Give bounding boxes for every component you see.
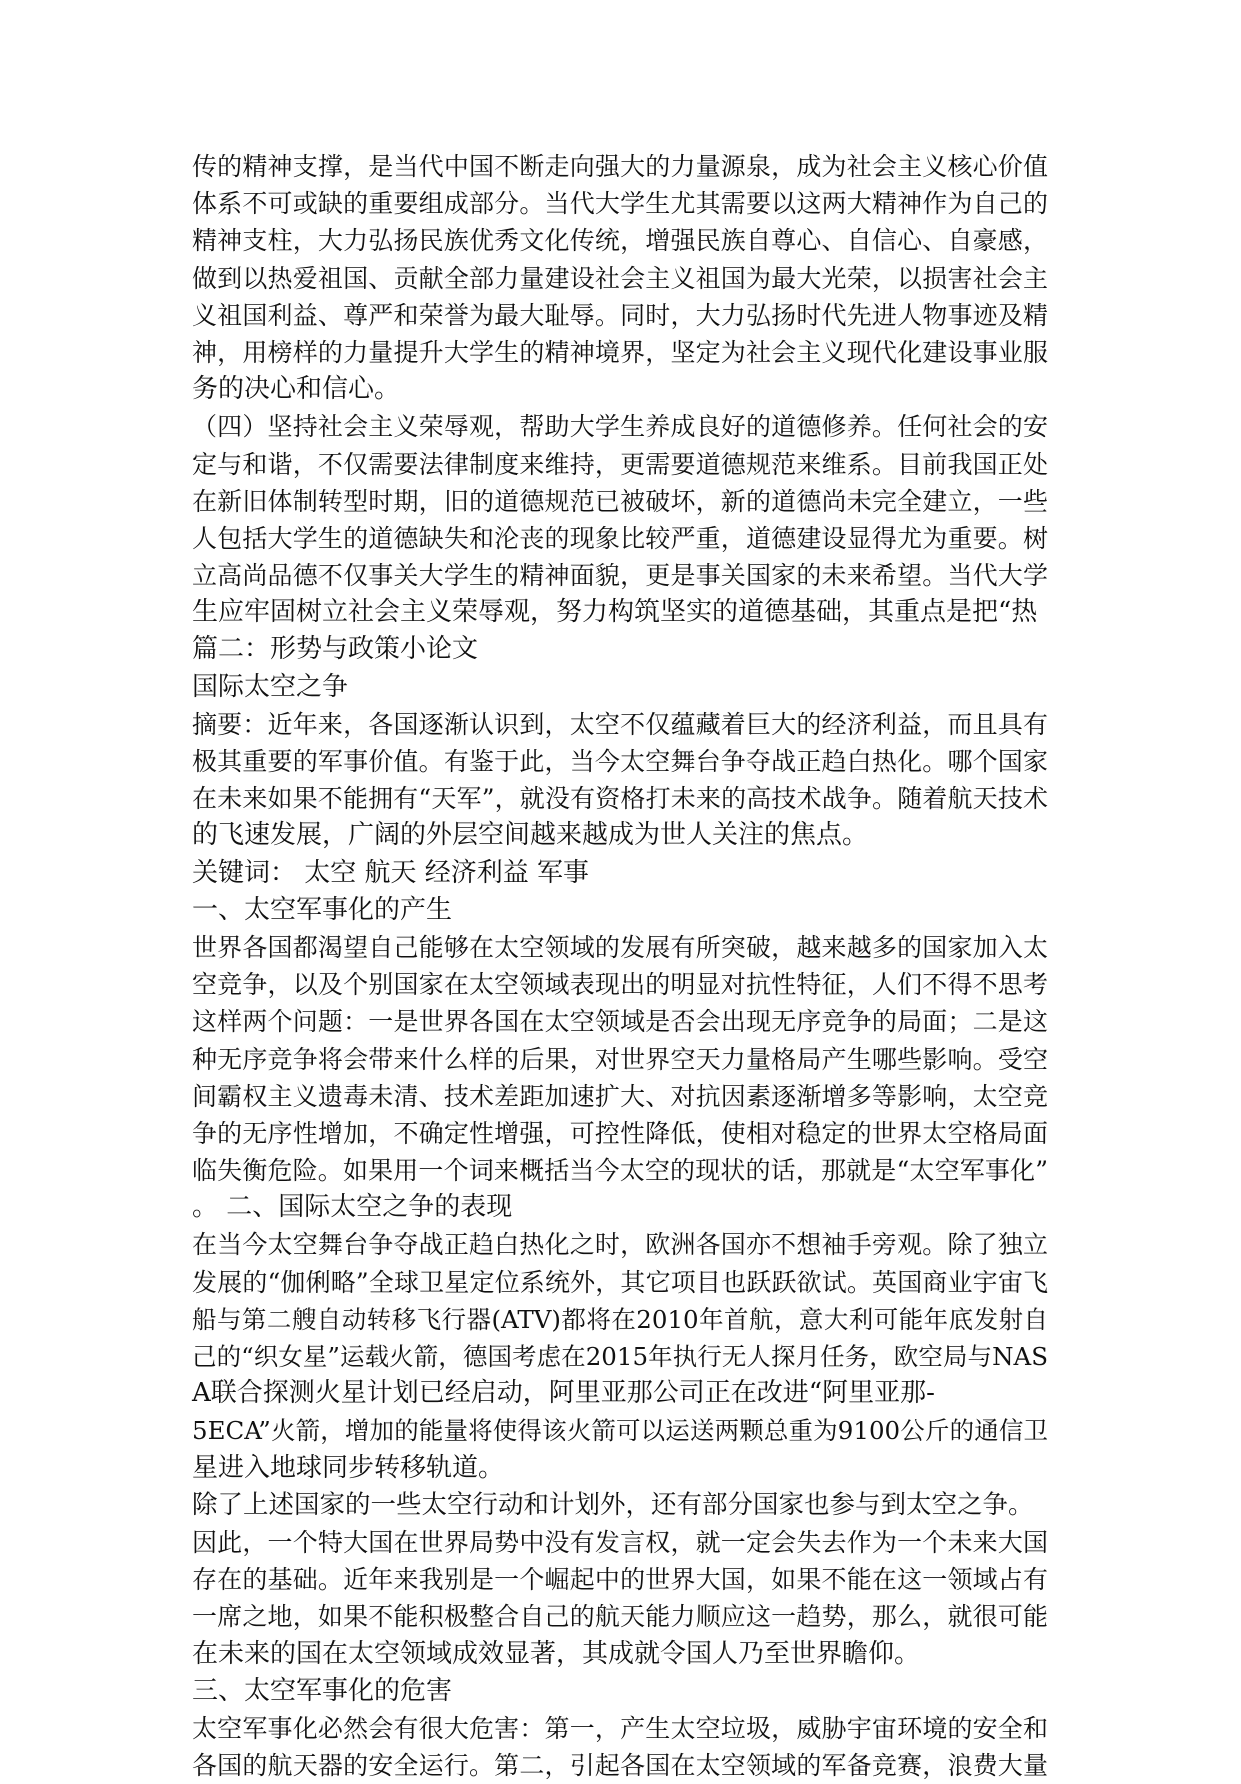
text-line: 争的无序性增加，不确定性增强，可控性降低，使相对稳定的世界太空格局面 <box>192 1118 1048 1148</box>
text-line: 国际太空之争 <box>192 671 349 702</box>
text-line: 定与和谐，不仅需要法律制度来维持，更需要道德规范来维系。目前我国正处 <box>192 449 1048 479</box>
text-line: 因此，一个特大国在世界局势中没有发言权，就一定会失去作为一个未来大国 <box>192 1527 1048 1557</box>
text-line: 在当今太空舞台争夺战正趋白热化之时，欧洲各国亦不想袖手旁观。除了独立 <box>192 1230 1048 1260</box>
text-line: （四）坚持社会主义荣辱观，帮助大学生养成良好的道德修养。任何社会的安 <box>192 412 1048 442</box>
text-line: 。 二、国际太空之争的表现 <box>192 1192 513 1223</box>
text-line: 神，用榜样的力量提升大学生的精神境界，坚定为社会主义现代化建设事业服 <box>192 337 1048 367</box>
text-line: 生应牢固树立社会主义荣辱观，努力构筑坚实的道德基础，其重点是把“热 <box>192 597 1038 628</box>
text-line: A联合探测火星计划已经启动，阿里亚那公司正在改进“阿里亚那- <box>192 1378 935 1409</box>
text-line: 己的“织女星”运载火箭，德国考虑在2015年执行无人探月任务，欧空局与NAS <box>192 1342 1048 1371</box>
text-line: 极其重要的军事价值。有鉴于此，当今太空舞台争夺战正趋白热化。哪个国家 <box>192 747 1048 776</box>
text-line: 务的决心和信心。 <box>192 374 401 405</box>
text-line: 的飞速发展，广阔的外层空间越来越成为世人关注的焦点。 <box>192 820 869 851</box>
text-line: 太空军事化必然会有很大危害：第一，产生太空垃圾，威胁宇宙环境的安全和 <box>192 1713 1048 1743</box>
text-line: 世界各国都渴望自己能够在太空领域的发展有所突破，越来越多的国家加入太 <box>192 932 1048 962</box>
text-line: 在未来的国在太空领域成效显著，其成就令国人乃至世界瞻仰。 <box>192 1638 921 1669</box>
text-line: 除了上述国家的一些太空行动和计划外，还有部分国家也参与到太空之争。 <box>192 1489 1034 1520</box>
text-line: 体系不可或缺的重要组成部分。当代大学生尤其需要以这两大精神作为自己的 <box>192 189 1048 219</box>
text-line: 各国的航天器的安全运行。第二，引起各国在太空领域的军备竞赛，浪费大量 <box>192 1751 1048 1781</box>
text-line: 做到以热爱祖国、贡献全部力量建设社会主义祖国为最大光荣，以损害社会主 <box>192 263 1048 293</box>
text-line: 星进入地球同步转移轨道。 <box>192 1452 505 1483</box>
text-line: 5ECA”火箭，增加的能量将使得该火箭可以运送两颗总重为9100公斤的通信卫 <box>192 1416 1048 1446</box>
text-line: 存在的基础。近年来我别是一个崛起中的世界大国，如果不能在这一领域占有 <box>192 1565 1048 1595</box>
text-line: 这样两个问题：一是世界各国在太空领域是否会出现无序竞争的局面；二是这 <box>192 1007 1048 1037</box>
text-line: 立高尚品德不仅事关大学生的精神面貌，更是事关国家的未来希望。当代大学 <box>192 561 1048 591</box>
text-line: 在新旧体制转型时期，旧的道德规范已被破坏，新的道德尚未完全建立，一些 <box>192 486 1048 516</box>
text-line: 精神支柱，大力弘扬民族优秀文化传统，增强民族自尊心、自信心、自豪感， <box>192 226 1048 256</box>
text-line: 关键词： 太空 航天 经济利益 军事 <box>192 857 590 888</box>
text-line: 空竞争，以及个别国家在太空领域表现出的明显对抗性特征，人们不得不思考 <box>192 970 1048 1000</box>
text-line: 发展的“伽俐略”全球卫星定位系统外，其它项目也跃跃欲试。英国商业宇宙飞 <box>192 1267 1048 1297</box>
text-line: 摘要：近年来，各国逐渐认识到，太空不仅蕴藏着巨大的经济利益，而且具有 <box>192 709 1048 739</box>
text-line: 船与第二艘自动转移飞行器(ATV)都将在2010年首航，意大利可能年底发射自 <box>192 1304 1048 1334</box>
text-line: 一席之地，如果不能积极整合自己的航天能力顺应这一趋势，那么，就很可能 <box>192 1602 1048 1632</box>
text-line: 一、太空军事化的产生 <box>192 894 453 925</box>
text-line: 人包括大学生的道德缺失和沦丧的现象比较严重，道德建设显得尤为重要。树 <box>192 523 1048 553</box>
text-line: 传的精神支撑，是当代中国不断走向强大的力量源泉，成为社会主义核心价值 <box>192 152 1048 181</box>
document-body <box>192 148 1048 1784</box>
text-line: 间霸权主义遗毒未清、技术差距加速扩大、对抗因素逐渐增多等影响，太空竞 <box>192 1081 1048 1111</box>
text-line: 临失衡危险。如果用一个词来概括当今太空的现状的话，那就是“太空军事化” <box>192 1156 1048 1186</box>
text-line: 义祖国利益、尊严和荣誉为最大耻辱。同时，大力弘扬时代先进人物事迹及精 <box>192 300 1048 330</box>
text-line: 种无序竞争将会带来什么样的后果，对世界空天力量格局产生哪些影响。受空 <box>192 1044 1048 1074</box>
text-line: 在未来如果不能拥有“天军”，就没有资格打未来的高技术战争。随着航天技术 <box>192 784 1048 814</box>
text-line: 三、太空军事化的危害 <box>192 1675 453 1706</box>
text-line: 篇二：形势与政策小论文 <box>192 634 479 665</box>
